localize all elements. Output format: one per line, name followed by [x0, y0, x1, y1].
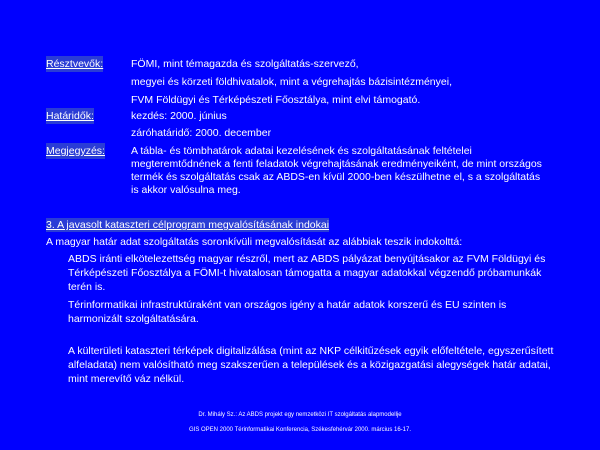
- participants-label: Résztvevők:: [46, 58, 104, 70]
- note-text: A tábla- és tömbhatárok adatai kezelésének és szolgáltatásának feltételei megteremtődnének a fenti feladatok végrehajtásának eredményeiként, de mint országos termék és szolgáltatás csak az ABDS-en kívül 2000-ben készülhetne el, s a szolgáltatás is akkor valósulna meg.: [131, 145, 542, 196]
- participants-line-3: FVM Földügyi és Térképészeti Főosztálya, mint elvi támogató.: [131, 94, 421, 106]
- deadline-end: záróhatáridő: 2000. december: [131, 127, 272, 139]
- note-label: Megjegyzés:: [46, 145, 105, 157]
- section-intro: A magyar határ adat szolgáltatás soronkívüli megvalósítását az alábbiak teszik indokolttá:: [46, 236, 463, 248]
- reason-item: ABDS iránti elkötelezettség magyar részről, mert az ABDS pályázat benyújtásakor az FVM Földügyi és Térképészeti Főosztálya a FÖMI-t hivatalosan támogatta a magyar adatokkal végzendő próbamunkák terén is.: [68, 253, 546, 293]
- reason-item: Térinformatikai infrastruktúraként van országos igény a határ adatok korszerű és EU szinten is harmonizált szolgáltatására.: [68, 299, 507, 325]
- footer-line-2: GIS OPEN 2000 Térinformatikai Konferencia, Székesfehérvár 2000. március 16-17.: [189, 427, 411, 433]
- section-title: 3. A javasolt kataszteri célprogram megvalósításának indokai: [46, 219, 330, 231]
- participants-line-2: megyei és körzeti földhivatalok, mint a végrehajtás bázisintézményei,: [131, 76, 452, 88]
- footer-line-1: Dr. Mihály Sz.: Az ABDS projekt egy nemzetközi IT szolgáltatás alapmodellje: [198, 412, 402, 418]
- participants-line-1: FÖMI, mint témagazda és szolgáltatás-szervező,: [131, 58, 359, 70]
- reason-item: A külterületi kataszteri térképek digitalizálása (mint az NKP célkitűzések egyik előfeltétele, egyszerűsített alfeladata) nem valósítható meg szakszerűen a települések és a közigazgatási alegységek határ adatai, mint merevítő váz nélkül.: [68, 345, 554, 385]
- deadline-start: kezdés: 2000. június: [131, 110, 227, 122]
- deadlines-label: Határidők:: [46, 110, 94, 122]
